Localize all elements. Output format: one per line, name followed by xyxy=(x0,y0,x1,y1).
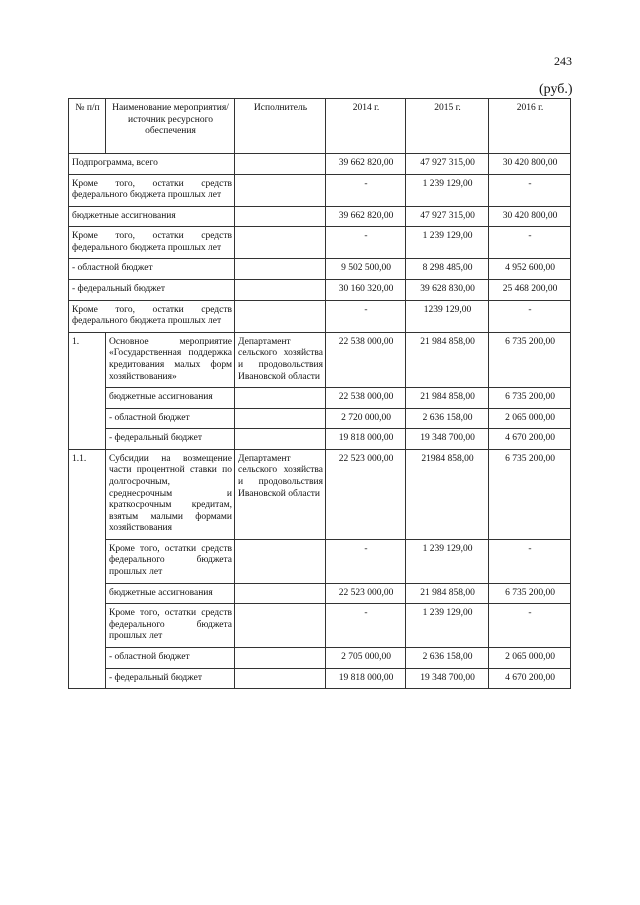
value-2014: 2 720 000,00 xyxy=(326,408,406,429)
row-executor xyxy=(235,280,326,301)
table-row xyxy=(69,408,571,429)
table-header-row xyxy=(69,99,571,154)
row-executor xyxy=(235,429,326,450)
value-2016: 25 468 200,00 xyxy=(489,280,571,301)
value-2015: 21 984 858,00 xyxy=(406,583,489,604)
table-row xyxy=(69,539,571,583)
row-executor: Департамент сельского хозяйства и продовольствия Ивановской области xyxy=(235,332,326,387)
row-executor: Департамент сельского хозяйства и продовольствия Ивановской области xyxy=(235,449,326,539)
value-2015: 21 984 858,00 xyxy=(406,332,489,387)
value-2014: - xyxy=(326,227,406,259)
value-2015: 1 239 129,00 xyxy=(406,227,489,259)
value-2014: 39 662 820,00 xyxy=(326,206,406,227)
row-label: Кроме того, остатки средств федерального бюджета прошлых лет xyxy=(69,227,235,259)
value-2015: 2 636 158,00 xyxy=(406,408,489,429)
row-executor xyxy=(235,539,326,583)
row-executor xyxy=(235,647,326,668)
value-2014: 39 662 820,00 xyxy=(326,154,406,175)
value-2014: 30 160 320,00 xyxy=(326,280,406,301)
value-2014: 22 538 000,00 xyxy=(326,332,406,387)
value-2015: 19 348 700,00 xyxy=(406,668,489,689)
value-2016: 30 420 800,00 xyxy=(489,206,571,227)
value-2016: - xyxy=(489,174,571,206)
value-2016: 6 735 200,00 xyxy=(489,583,571,604)
value-2016: 2 065 000,00 xyxy=(489,647,571,668)
table-row xyxy=(69,332,571,387)
table-row xyxy=(69,206,571,227)
table-row xyxy=(69,429,571,450)
budget-table xyxy=(68,98,571,689)
row-executor xyxy=(235,583,326,604)
row-executor xyxy=(235,206,326,227)
value-2014: 9 502 500,00 xyxy=(326,259,406,280)
table-row xyxy=(69,227,571,259)
header-executor: Исполнитель xyxy=(235,99,326,154)
row-executor xyxy=(235,668,326,689)
value-2015: 47 927 315,00 xyxy=(406,154,489,175)
table-row xyxy=(69,280,571,301)
value-2015: 1 239 129,00 xyxy=(406,604,489,648)
value-2014: 2 705 000,00 xyxy=(326,647,406,668)
value-2016: 6 735 200,00 xyxy=(489,449,571,539)
value-2015: 19 348 700,00 xyxy=(406,429,489,450)
value-2016: - xyxy=(489,227,571,259)
row-label: Субсидии на возмещение части процентной ставки по долгосрочным, среднесрочным и краткосрочным кредитам, взятым малыми формами хозяйствования xyxy=(106,449,235,539)
value-2016: 4 952 600,00 xyxy=(489,259,571,280)
row-label: бюджетные ассигнования xyxy=(106,388,235,409)
value-2014: - xyxy=(326,604,406,648)
header-2014: 2014 г. xyxy=(326,99,406,154)
value-2015: 47 927 315,00 xyxy=(406,206,489,227)
table-row xyxy=(69,583,571,604)
row-number: 1.1. xyxy=(69,449,106,688)
value-2015: 1 239 129,00 xyxy=(406,539,489,583)
value-2015: 1239 129,00 xyxy=(406,300,489,332)
value-2016: 4 670 200,00 xyxy=(489,668,571,689)
table-row xyxy=(69,449,571,539)
row-executor xyxy=(235,300,326,332)
value-2016: 2 065 000,00 xyxy=(489,408,571,429)
value-2014: 22 523 000,00 xyxy=(326,583,406,604)
value-2014: 22 538 000,00 xyxy=(326,388,406,409)
row-label: - федеральный бюджет xyxy=(69,280,235,301)
value-2015: 8 298 485,00 xyxy=(406,259,489,280)
row-label: Кроме того, остатки средств федерального бюджета прошлых лет xyxy=(106,539,235,583)
row-label: Основное мероприятие «Государственная поддержка кредитования малых форм хозяйствования» xyxy=(106,332,235,387)
value-2016: 6 735 200,00 xyxy=(489,388,571,409)
value-2014: - xyxy=(326,539,406,583)
value-2015: 21 984 858,00 xyxy=(406,388,489,409)
table-row xyxy=(69,668,571,689)
table-row xyxy=(69,604,571,648)
row-executor xyxy=(235,408,326,429)
row-executor xyxy=(235,259,326,280)
table-row xyxy=(69,174,571,206)
value-2016: - xyxy=(489,539,571,583)
value-2015: 1 239 129,00 xyxy=(406,174,489,206)
table-row xyxy=(69,647,571,668)
value-2016: 4 670 200,00 xyxy=(489,429,571,450)
header-number: № п/п xyxy=(69,99,106,154)
row-label: Кроме того, остатки средств федерального бюджета прошлых лет xyxy=(106,604,235,648)
value-2015: 2 636 158,00 xyxy=(406,647,489,668)
row-label: - областной бюджет xyxy=(106,647,235,668)
value-2014: 22 523 000,00 xyxy=(326,449,406,539)
header-2015: 2015 г. xyxy=(406,99,489,154)
value-2014: 19 818 000,00 xyxy=(326,668,406,689)
row-label: Подпрограмма, всего xyxy=(69,154,235,175)
header-2016: 2016 г. xyxy=(489,99,571,154)
row-number: 1. xyxy=(69,332,106,449)
row-label: Кроме того, остатки средств федерального бюджета прошлых лет xyxy=(69,174,235,206)
value-2016: - xyxy=(489,300,571,332)
row-label: бюджетные ассигнования xyxy=(106,583,235,604)
value-2014: 19 818 000,00 xyxy=(326,429,406,450)
value-2014: - xyxy=(326,174,406,206)
table-row xyxy=(69,388,571,409)
value-2015: 21984 858,00 xyxy=(406,449,489,539)
value-2015: 39 628 830,00 xyxy=(406,280,489,301)
table-row xyxy=(69,154,571,175)
value-2016: - xyxy=(489,604,571,648)
row-label: - федеральный бюджет xyxy=(106,668,235,689)
value-2016: 6 735 200,00 xyxy=(489,332,571,387)
page-number: 243 xyxy=(554,54,572,68)
header-name: Наименование мероприятия/источник ресурсного обеспечения xyxy=(106,99,235,154)
row-label: Кроме того, остатки средств федерального бюджета прошлых лет xyxy=(69,300,235,332)
value-2016: 30 420 800,00 xyxy=(489,154,571,175)
currency-unit: (руб.) xyxy=(539,82,573,97)
row-executor xyxy=(235,174,326,206)
row-executor xyxy=(235,154,326,175)
row-label: - федеральный бюджет xyxy=(106,429,235,450)
row-label: бюджетные ассигнования xyxy=(69,206,235,227)
row-label: - областной бюджет xyxy=(69,259,235,280)
row-executor xyxy=(235,604,326,648)
row-executor xyxy=(235,227,326,259)
table-row xyxy=(69,300,571,332)
row-executor xyxy=(235,388,326,409)
row-label: - областной бюджет xyxy=(106,408,235,429)
table-row xyxy=(69,259,571,280)
value-2014: - xyxy=(326,300,406,332)
